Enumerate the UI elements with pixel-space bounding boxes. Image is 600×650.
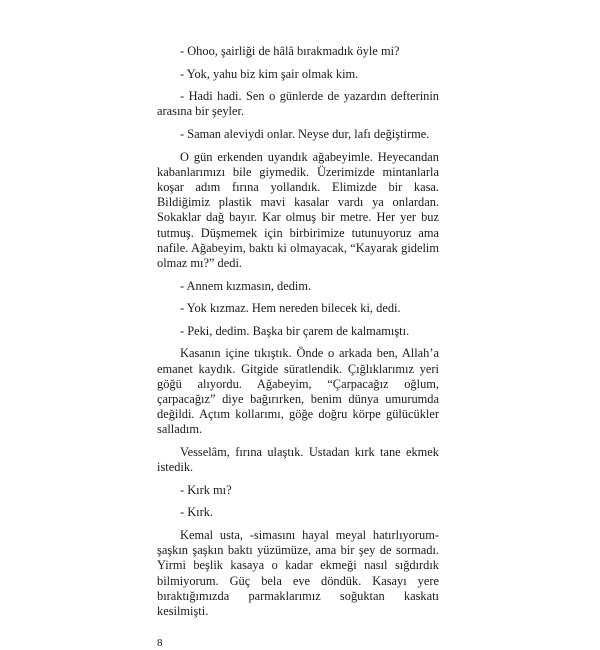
paragraph: - Kırk mı? [180, 482, 232, 497]
page-number: 8 [157, 636, 163, 649]
paragraph: - Yok kızmaz. Hem nereden bilecek ki, dedi. [180, 301, 401, 316]
paragraph: - Yok, yahu biz kim şair olmak kim. [180, 66, 359, 81]
paragraph: O gün erkenden uyandık ağabeyimle. Heyecandan kabanlarımızı bile giymedik. Üzerimizde mintanlarla koşar adım fırına yollandık. Elimizde bir kasa. Bildiğimiz plastik mavi kasalar vardı ya onlardan. Sokaklar dağ bayır. Kar olmuş bir metre. Her yer buz tutmuş. Düşmemek için birbirimize tutunuyoruz ama nafile. Ağabeyim, baktı ki olmayacak, “Kayarak gidelim olmaz mı?” dedi. [157, 149, 439, 270]
paragraph: Vesselâm, fırına ulaştık. Ustadan kırk tane ekmek istedik. [157, 444, 439, 475]
paragraph: - Kırk. [180, 505, 214, 520]
paragraph: - Ohoo, şairliği de hâlâ bırakmadık öyle mi? [180, 44, 400, 58]
paragraph: - Annem kızmasın, dedim. [180, 278, 312, 293]
paragraph: - Saman aleviydi onlar. Neyse dur, lafı değiştirme. [180, 126, 430, 141]
book-page-text [157, 44, 439, 627]
paragraph: - Peki, dedim. Başka bir çarem de kalmamıştı. [180, 323, 410, 338]
paragraph: - Hadi hadi. Sen o günlerde de yazardın defterinin arasına bir şeyler. [157, 89, 439, 119]
paragraph: Kasanın içine tıkıştık. Önde o arkada ben, Allah’a emanet kaydık. Gitgide süratlendik. Çığlıklarımız yeri göğü alıyordu. Ağabeyim, “Çarpacağız oğlum, çarpacağız” diye bağırırken, benim dünya umurumda değildi. Açtım kollarımı, göğe doğru körpe gülücükler salladım. [157, 346, 439, 437]
paragraph: Kemal usta, -simasını hayal meyal hatırlıyorum- şaşkın şaşkın baktı yüzümüze, ama bir şey de sormadı. Yirmi beşlik kasaya o kadar ekmeği nasıl sığdırdık bilmiyorum. Güç bela eve döndük. Kasayı yere bıraktığımızda parmaklarımız soğuktan kaskatı kesilmişti. [157, 527, 439, 618]
book-page [157, 44, 439, 650]
